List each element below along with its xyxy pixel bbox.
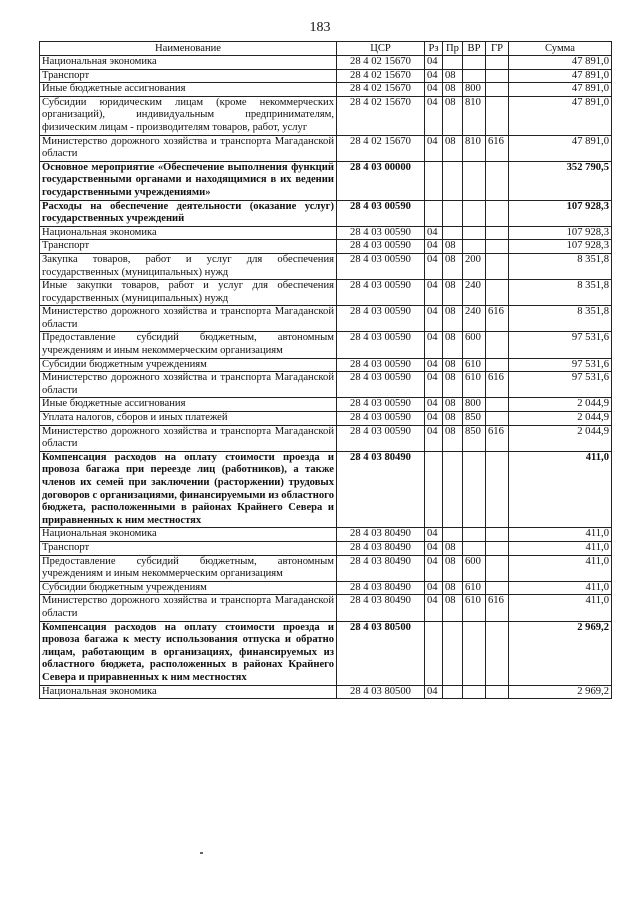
cell-vr: 240: [463, 306, 486, 332]
cell-sum: 8 351,8: [509, 306, 612, 332]
cell-rz: 04: [425, 528, 443, 542]
cell-rz: 04: [425, 372, 443, 398]
table-row: [40, 135, 612, 161]
table-row: [40, 83, 612, 97]
cell-rz: 04: [425, 135, 443, 161]
cell-vr: 810: [463, 135, 486, 161]
cell-rz: [425, 621, 443, 685]
table-row: [40, 372, 612, 398]
cell-rz: 04: [425, 83, 443, 97]
cell-name: Транспорт: [40, 541, 337, 555]
table-row: [40, 398, 612, 412]
cell-pr: [443, 685, 463, 699]
cell-pr: 08: [443, 412, 463, 426]
page-footer-mark: [200, 852, 203, 854]
cell-vr: [463, 685, 486, 699]
cell-pr: 08: [443, 96, 463, 135]
cell-name: Транспорт: [40, 240, 337, 254]
cell-sum: 47 891,0: [509, 83, 612, 97]
cell-csr: 28 4 03 80490: [337, 528, 425, 542]
cell-vr: [463, 226, 486, 240]
cell-name: Министерство дорожного хозяйства и транспорта Магаданской области: [40, 135, 337, 161]
cell-vr: 610: [463, 372, 486, 398]
cell-pr: 08: [443, 425, 463, 451]
cell-vr: [463, 621, 486, 685]
cell-rz: 04: [425, 56, 443, 70]
cell-vr: 810: [463, 96, 486, 135]
cell-gr: [486, 581, 509, 595]
cell-name: Расходы на обеспечение деятельности (оказание услуг) государственных учреждений: [40, 200, 337, 226]
cell-rz: 04: [425, 581, 443, 595]
cell-csr: 28 4 03 00590: [337, 306, 425, 332]
cell-gr: [486, 96, 509, 135]
cell-rz: 04: [425, 595, 443, 621]
cell-gr: [486, 358, 509, 372]
header-pr: Пр: [443, 42, 463, 56]
table-row: [40, 528, 612, 542]
cell-pr: 08: [443, 83, 463, 97]
cell-pr: [443, 528, 463, 542]
cell-csr: 28 4 03 00590: [337, 398, 425, 412]
cell-gr: [486, 280, 509, 306]
table-row: [40, 200, 612, 226]
header-name: Наименование: [40, 42, 337, 56]
cell-gr: [486, 56, 509, 70]
cell-csr: 28 4 03 80490: [337, 555, 425, 581]
table-row: [40, 581, 612, 595]
table-row: [40, 541, 612, 555]
table-row: [40, 595, 612, 621]
cell-name: Субсидии бюджетным учреждениям: [40, 581, 337, 595]
table-row: [40, 621, 612, 685]
cell-gr: [486, 253, 509, 279]
cell-gr: 616: [486, 595, 509, 621]
cell-vr: [463, 56, 486, 70]
cell-sum: 107 928,3: [509, 226, 612, 240]
table-header-row: [40, 42, 612, 56]
cell-name: Национальная экономика: [40, 528, 337, 542]
cell-sum: 47 891,0: [509, 69, 612, 83]
cell-gr: 616: [486, 306, 509, 332]
cell-vr: [463, 200, 486, 226]
cell-rz: 04: [425, 358, 443, 372]
cell-name: Субсидии юридическим лицам (кроме некоммерческих организаций), индивидуальным предпринимателям, физическим лицам - производителям товаров, работ, услуг: [40, 96, 337, 135]
table-row: [40, 555, 612, 581]
table-row: [40, 96, 612, 135]
cell-csr: 28 4 03 80500: [337, 685, 425, 699]
cell-rz: 04: [425, 541, 443, 555]
cell-pr: 08: [443, 69, 463, 83]
cell-pr: 08: [443, 240, 463, 254]
table-row: [40, 412, 612, 426]
cell-pr: 08: [443, 332, 463, 358]
table-row: [40, 425, 612, 451]
cell-rz: 04: [425, 685, 443, 699]
budget-table: [39, 41, 612, 699]
cell-name: Министерство дорожного хозяйства и транспорта Магаданской области: [40, 595, 337, 621]
cell-rz: 04: [425, 398, 443, 412]
cell-rz: 04: [425, 240, 443, 254]
cell-name: Национальная экономика: [40, 685, 337, 699]
cell-sum: 2 969,2: [509, 685, 612, 699]
cell-vr: 240: [463, 280, 486, 306]
cell-pr: [443, 56, 463, 70]
cell-gr: [486, 332, 509, 358]
cell-rz: [425, 451, 443, 528]
cell-vr: [463, 451, 486, 528]
cell-csr: 28 4 03 80490: [337, 541, 425, 555]
cell-rz: 04: [425, 425, 443, 451]
cell-gr: [486, 541, 509, 555]
cell-pr: [443, 161, 463, 200]
cell-sum: 2 044,9: [509, 398, 612, 412]
cell-gr: [486, 69, 509, 83]
table-row: [40, 240, 612, 254]
cell-name: Транспорт: [40, 69, 337, 83]
cell-rz: [425, 161, 443, 200]
table-row: [40, 253, 612, 279]
cell-rz: 04: [425, 280, 443, 306]
cell-name: Основное мероприятие «Обеспечение выполнения функций государственными органами и находящимися в их ведении государственными учреждениями»: [40, 161, 337, 200]
cell-rz: [425, 200, 443, 226]
cell-name: Национальная экономика: [40, 56, 337, 70]
cell-csr: 28 4 03 00590: [337, 240, 425, 254]
cell-gr: [486, 412, 509, 426]
cell-pr: 08: [443, 541, 463, 555]
cell-vr: 600: [463, 332, 486, 358]
cell-csr: 28 4 03 00590: [337, 226, 425, 240]
cell-csr: 28 4 02 15670: [337, 96, 425, 135]
cell-pr: 08: [443, 253, 463, 279]
cell-name: Закупка товаров, работ и услуг для обеспечения государственных (муниципальных) нужд: [40, 253, 337, 279]
cell-pr: 08: [443, 595, 463, 621]
cell-sum: 8 351,8: [509, 280, 612, 306]
table-row: [40, 332, 612, 358]
cell-sum: 47 891,0: [509, 56, 612, 70]
cell-gr: [486, 226, 509, 240]
cell-vr: 850: [463, 412, 486, 426]
cell-gr: [486, 83, 509, 97]
cell-pr: [443, 200, 463, 226]
page-number: 183: [309, 20, 331, 35]
cell-sum: 97 531,6: [509, 358, 612, 372]
cell-pr: 08: [443, 135, 463, 161]
table-row: [40, 451, 612, 528]
cell-name: Министерство дорожного хозяйства и транспорта Магаданской области: [40, 306, 337, 332]
cell-name: Уплата налогов, сборов и иных платежей: [40, 412, 337, 426]
cell-rz: 04: [425, 555, 443, 581]
cell-gr: [486, 685, 509, 699]
cell-rz: 04: [425, 412, 443, 426]
cell-csr: 28 4 03 80490: [337, 451, 425, 528]
cell-csr: 28 4 02 15670: [337, 69, 425, 83]
cell-name: Иные закупки товаров, работ и услуг для обеспечения государственных (муниципальных) нужд: [40, 280, 337, 306]
cell-name: Предоставление субсидий бюджетным, автономным учреждениям и иным некоммерческим организациям: [40, 332, 337, 358]
table-row: [40, 685, 612, 699]
cell-csr: 28 4 03 00590: [337, 412, 425, 426]
cell-gr: [486, 621, 509, 685]
header-rz: Рз: [425, 42, 443, 56]
cell-rz: 04: [425, 253, 443, 279]
table-row: [40, 306, 612, 332]
cell-vr: [463, 69, 486, 83]
cell-name: Министерство дорожного хозяйства и транспорта Магаданской области: [40, 425, 337, 451]
cell-name: Иные бюджетные ассигнования: [40, 83, 337, 97]
cell-csr: 28 4 03 80490: [337, 581, 425, 595]
cell-pr: 08: [443, 581, 463, 595]
cell-csr: 28 4 03 00590: [337, 425, 425, 451]
table-row: [40, 226, 612, 240]
cell-sum: 8 351,8: [509, 253, 612, 279]
cell-rz: 04: [425, 306, 443, 332]
cell-sum: 2 044,9: [509, 425, 612, 451]
cell-sum: 352 790,5: [509, 161, 612, 200]
cell-vr: 610: [463, 358, 486, 372]
cell-pr: 08: [443, 280, 463, 306]
cell-name: Национальная экономика: [40, 226, 337, 240]
cell-sum: 411,0: [509, 541, 612, 555]
cell-name: Компенсация расходов на оплату стоимости проезда и провоза багажа к месту использования отпуска и обратно лицам, работающим в организациях, финансируемых из областного бюджета, расположенных в районах Крайнего Севера и приравненных к ним местностях: [40, 621, 337, 685]
cell-gr: [486, 451, 509, 528]
header-csr: ЦСР: [337, 42, 425, 56]
cell-sum: 411,0: [509, 528, 612, 542]
cell-pr: 08: [443, 306, 463, 332]
cell-csr: 28 4 03 00590: [337, 332, 425, 358]
cell-vr: 850: [463, 425, 486, 451]
cell-vr: 800: [463, 83, 486, 97]
table-row: [40, 161, 612, 200]
cell-name: Министерство дорожного хозяйства и транспорта Магаданской области: [40, 372, 337, 398]
cell-csr: 28 4 02 15670: [337, 83, 425, 97]
cell-csr: 28 4 02 15670: [337, 56, 425, 70]
cell-gr: [486, 240, 509, 254]
cell-gr: 616: [486, 425, 509, 451]
cell-pr: 08: [443, 358, 463, 372]
cell-sum: 411,0: [509, 451, 612, 528]
cell-csr: 28 4 03 00000: [337, 161, 425, 200]
cell-name: Компенсация расходов на оплату стоимости проезда и провоза багажа при переезде лиц (работников), а также членов их семей при заключении (расторжении) трудовых договоров с организациями, финансируемыми из областного бюджета, расположенными в районах Крайнего Севера и приравненных к ним местностях: [40, 451, 337, 528]
cell-gr: [486, 555, 509, 581]
cell-gr: [486, 528, 509, 542]
cell-name: Иные бюджетные ассигнования: [40, 398, 337, 412]
table-row: [40, 358, 612, 372]
cell-sum: 2 044,9: [509, 412, 612, 426]
cell-gr: [486, 200, 509, 226]
cell-sum: 107 928,3: [509, 240, 612, 254]
header-vr: ВР: [463, 42, 486, 56]
cell-csr: 28 4 03 00590: [337, 200, 425, 226]
cell-sum: 411,0: [509, 595, 612, 621]
cell-rz: 04: [425, 96, 443, 135]
cell-pr: 08: [443, 555, 463, 581]
cell-vr: [463, 240, 486, 254]
cell-csr: 28 4 02 15670: [337, 135, 425, 161]
cell-csr: 28 4 03 80500: [337, 621, 425, 685]
cell-rz: 04: [425, 332, 443, 358]
table-row: [40, 56, 612, 70]
cell-csr: 28 4 03 80490: [337, 595, 425, 621]
cell-vr: 200: [463, 253, 486, 279]
cell-sum: 2 969,2: [509, 621, 612, 685]
cell-pr: [443, 451, 463, 528]
cell-sum: 47 891,0: [509, 135, 612, 161]
cell-name: Предоставление субсидий бюджетным, автономным учреждениям и иным некоммерческим организациям: [40, 555, 337, 581]
cell-rz: 04: [425, 226, 443, 240]
cell-sum: 411,0: [509, 581, 612, 595]
cell-vr: [463, 528, 486, 542]
cell-rz: 04: [425, 69, 443, 83]
cell-sum: 107 928,3: [509, 200, 612, 226]
cell-sum: 97 531,6: [509, 372, 612, 398]
cell-vr: 600: [463, 555, 486, 581]
cell-vr: 610: [463, 595, 486, 621]
cell-sum: 47 891,0: [509, 96, 612, 135]
cell-sum: 97 531,6: [509, 332, 612, 358]
cell-vr: 610: [463, 581, 486, 595]
cell-pr: [443, 226, 463, 240]
table-row: [40, 69, 612, 83]
cell-name: Субсидии бюджетным учреждениям: [40, 358, 337, 372]
cell-vr: [463, 161, 486, 200]
cell-csr: 28 4 03 00590: [337, 372, 425, 398]
cell-vr: [463, 541, 486, 555]
cell-sum: 411,0: [509, 555, 612, 581]
cell-gr: 616: [486, 372, 509, 398]
cell-gr: [486, 161, 509, 200]
cell-gr: [486, 398, 509, 412]
header-sum: Сумма: [509, 42, 612, 56]
cell-csr: 28 4 03 00590: [337, 253, 425, 279]
cell-csr: 28 4 03 00590: [337, 280, 425, 306]
table-row: [40, 280, 612, 306]
cell-pr: 08: [443, 372, 463, 398]
cell-pr: 08: [443, 398, 463, 412]
cell-gr: 616: [486, 135, 509, 161]
cell-pr: [443, 621, 463, 685]
header-gr: ГР: [486, 42, 509, 56]
table-body: [40, 56, 612, 699]
cell-csr: 28 4 03 00590: [337, 358, 425, 372]
cell-vr: 800: [463, 398, 486, 412]
